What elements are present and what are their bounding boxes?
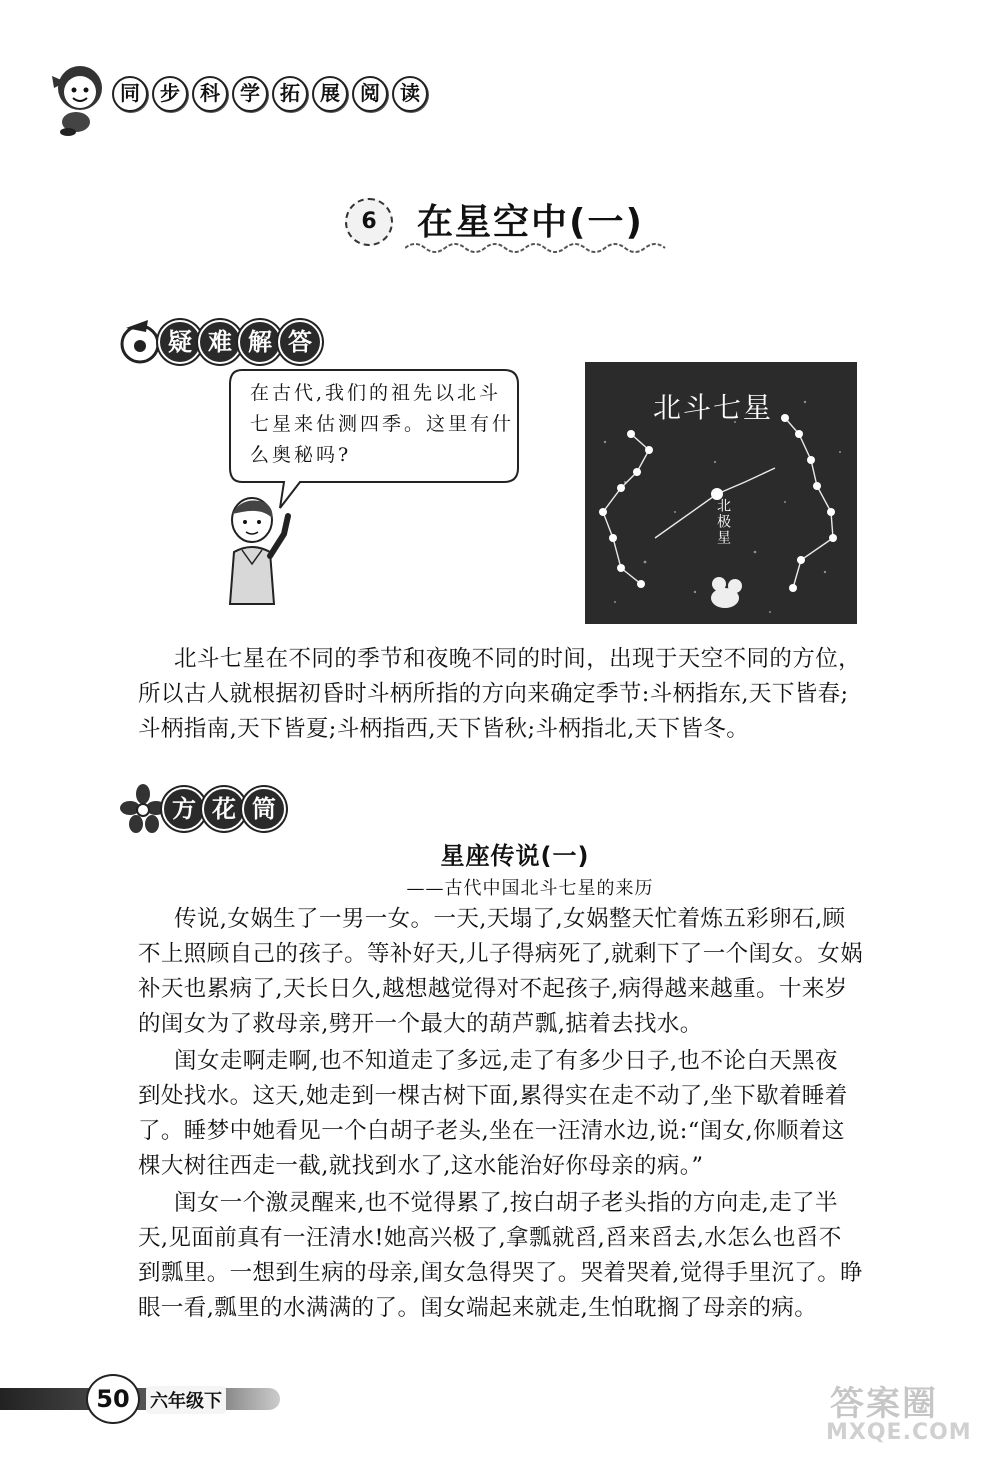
watermark-top: 答案圈 bbox=[830, 1384, 938, 1424]
section-badge-char: 答 bbox=[278, 320, 322, 364]
footer-bar bbox=[0, 1388, 280, 1410]
series-title-char: 读 bbox=[392, 76, 428, 112]
series-title-char: 科 bbox=[192, 76, 228, 112]
story-line: 到处找水。这天,她走到一棵古树下面,累得实在走不动了,坐下歇着睡着 bbox=[138, 1083, 848, 1109]
story-line: 了。睡梦中她看见一个白胡子老头,坐在一汪清水边,说:“闺女,你顺着这 bbox=[138, 1118, 845, 1144]
series-title-char: 同 bbox=[112, 76, 148, 112]
series-title bbox=[112, 76, 428, 112]
page-footer bbox=[0, 1366, 290, 1426]
question-text: 在古代,我们的祖先以北斗七星来估测四季。这里有什么奥秘吗? bbox=[250, 382, 515, 466]
story-paragraph-3 bbox=[138, 1186, 928, 1326]
story-line: 闺女一个激灵醒来,也不觉得累了,按白胡子老头指的方向走,走了半 bbox=[174, 1190, 838, 1216]
story-paragraph-2 bbox=[138, 1044, 928, 1184]
watermark bbox=[810, 1376, 990, 1448]
story-line: 传说,女娲生了一男一女。一天,天塌了,女娲整天忙着炼五彩卵石,顾 bbox=[174, 906, 846, 932]
answer-line: 北斗七星在不同的季节和夜晚不同的时间，出现于天空不同的方位， bbox=[174, 646, 862, 672]
story-line: 补天也累病了,天长日久,越想越觉得对不起孩子,病得越来越重。十来岁 bbox=[138, 976, 848, 1002]
section-badge-kaleidoscope bbox=[120, 784, 286, 834]
series-title-char: 步 bbox=[152, 76, 188, 112]
image-title: 北斗七星 bbox=[653, 391, 774, 424]
lesson-number: 6 bbox=[345, 198, 393, 246]
section-badge-char: 方 bbox=[162, 787, 206, 831]
answer-line: 所以古人就根据初昏时斗柄所指的方向来确定季节:斗柄指东,天下皆春; bbox=[138, 681, 849, 707]
story-line: 的闺女为了救母亲,劈开一个最大的葫芦瓢,掂着去找水。 bbox=[138, 1011, 703, 1037]
polaris-label: 北极星 bbox=[715, 498, 731, 546]
flower-icon bbox=[120, 784, 166, 834]
series-title-char: 展 bbox=[312, 76, 348, 112]
series-title-char: 拓 bbox=[272, 76, 308, 112]
section-badge-char: 花 bbox=[202, 787, 246, 831]
mascot-icon bbox=[40, 58, 110, 138]
series-banner bbox=[40, 58, 420, 138]
story-line: 闺女走啊走啊,也不知道走了多远,走了有多少日子,也不论白天黑夜 bbox=[174, 1048, 838, 1074]
telescope-icon bbox=[118, 318, 162, 366]
watermark-bottom: MXQE.COM bbox=[826, 1420, 972, 1445]
section-badge-char: 难 bbox=[198, 320, 242, 364]
lesson-title bbox=[345, 192, 675, 262]
section-badge-qa bbox=[118, 318, 322, 366]
series-title-char: 学 bbox=[232, 76, 268, 112]
story-line: 到瓢里。一想到生病的母亲,闺女急得哭了。哭着哭着,觉得手里沉了。睁 bbox=[138, 1260, 864, 1286]
story-title: 星座传说(一) bbox=[440, 842, 590, 870]
page-number: 50 bbox=[86, 1374, 140, 1424]
story-line: 眼一看,瓢里的水满满的了。闺女端起来就走,生怕耽搁了母亲的病。 bbox=[138, 1295, 818, 1321]
wave-underline-icon bbox=[405, 240, 675, 256]
series-title-char: 阅 bbox=[352, 76, 388, 112]
grade-label: 六年级下 bbox=[146, 1386, 226, 1414]
answer-line: 斗柄指南,天下皆夏;斗柄指西,天下皆秋;斗柄指北,天下皆冬。 bbox=[138, 716, 750, 742]
answer-paragraph bbox=[138, 642, 928, 747]
story-line: 棵大树往西走一截,就找到水了,这水能治好你母亲的病。” bbox=[138, 1153, 704, 1179]
story-paragraph-1 bbox=[138, 902, 928, 1042]
story-subtitle: ——古代中国北斗七星的来历 bbox=[406, 878, 654, 899]
section-badge-char: 疑 bbox=[158, 320, 202, 364]
big-dipper-image bbox=[585, 362, 857, 624]
speech-bubble bbox=[228, 368, 518, 488]
story-line: 不上照顾自己的孩子。等补好天,儿子得病死了,就剩下了一个闺女。女娲 bbox=[138, 941, 864, 967]
lesson-title-text: 在星空中(一) bbox=[417, 202, 644, 243]
section-badge-char: 解 bbox=[238, 320, 282, 364]
boy-icon bbox=[212, 494, 302, 608]
story-line: 天,见面前真有一汪清水!她高兴极了,拿瓢就舀,舀来舀去,水怎么也舀不 bbox=[138, 1225, 842, 1251]
section-badge-char: 筒 bbox=[242, 787, 286, 831]
